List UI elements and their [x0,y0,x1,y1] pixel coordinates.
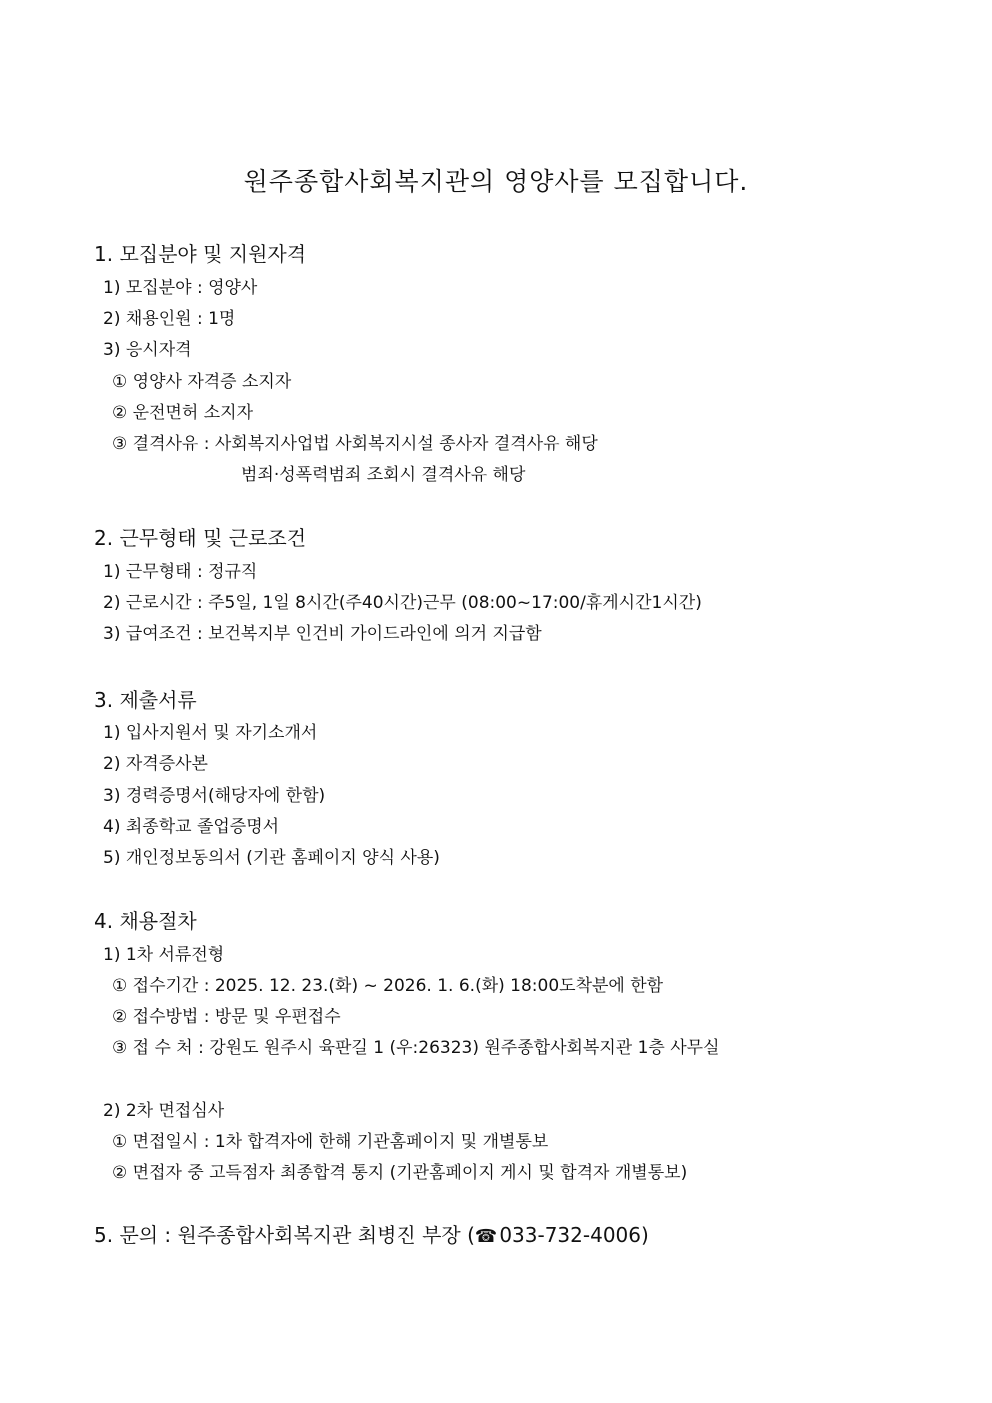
section-2-heading: 2. 근무형태 및 근로조건 [94,526,307,550]
section-3-item-5: 5) 개인정보동의서 (기관 홈페이지 양식 사용) [103,848,440,868]
section-3-heading: 3. 제출서류 [94,688,197,712]
stage-2-title: 2) 2차 면접심사 [103,1101,225,1121]
section-2-item-3: 3) 급여조건 : 보건복지부 인건비 가이드라인에 의거 지급함 [103,624,542,644]
contact-phone: 033-732-4006) [499,1223,649,1247]
section-1-item-1: 1) 모집분야 : 영양사 [103,278,258,298]
contact-line [94,1224,649,1248]
telephone-icon: ☎ [474,1226,498,1247]
contact-label: 5. 문의 : 원주종합사회복지관 최병진 부장 ( [94,1223,475,1247]
stage-1-method: ② 접수방법 : 방문 및 우편접수 [112,1007,341,1027]
section-3-item-4: 4) 최종학교 졸업증명서 [103,817,280,837]
qualification-3-continued: 범죄·성폭력범죄 조회시 결격사유 해당 [241,465,526,485]
section-4-heading: 4. 채용절차 [94,909,197,933]
qualification-2: ② 운전면허 소지자 [112,403,254,423]
stage-1-period: ① 접수기간 : 2025. 12. 23.(화) ~ 2026. 1. 6.(화) 18:00도착분에 한함 [112,976,664,996]
section-3-item-3: 3) 경력증명서(해당자에 한함) [103,786,326,806]
section-1-item-3: 3) 응시자격 [103,340,192,360]
stage-1-location: ③ 접 수 처 : 강원도 원주시 육판길 1 (우:26323) 원주종합사회복지관 1층 사무실 [112,1038,720,1058]
section-2-item-1: 1) 근무형태 : 정규직 [103,562,258,582]
qualification-1: ① 영양사 자격증 소지자 [112,372,292,392]
section-3-item-2: 2) 자격증사본 [103,754,208,774]
section-3-item-1: 1) 입사지원서 및 자기소개서 [103,723,318,743]
qualification-3: ③ 결격사유 : 사회복지사업법 사회복지시설 종사자 결격사유 해당 [112,434,598,454]
section-1-item-2: 2) 채용인원 : 1명 [103,309,236,329]
stage-2-result: ② 면접자 중 고득점자 최종합격 통지 (기관홈페이지 게시 및 합격자 개별통보) [112,1163,688,1183]
stage-2-schedule: ① 면접일시 : 1차 합격자에 한해 기관홈페이지 및 개별통보 [112,1132,549,1152]
section-2-item-2: 2) 근로시간 : 주5일, 1일 8시간(주40시간)근무 (08:00~17:00/휴게시간1시간) [103,593,702,613]
stage-1-title: 1) 1차 서류전형 [103,945,225,965]
page-title: 원주종합사회복지관의 영양사를 모집합니다. [243,167,749,196]
section-1-heading: 1. 모집분야 및 지원자격 [94,242,307,266]
